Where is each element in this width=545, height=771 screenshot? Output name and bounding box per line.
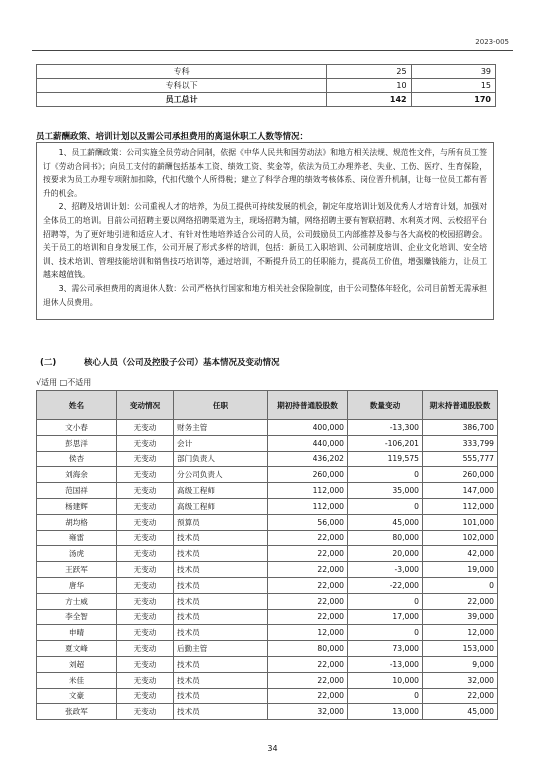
end-shares-cell: 101,000 [423, 514, 498, 530]
change-status-cell: 无变动 [117, 609, 174, 625]
start-shares-cell: 22,000 [268, 656, 348, 672]
name-cell: 米佳 [37, 672, 117, 688]
change-status-cell: 无变动 [117, 577, 174, 593]
end-shares-cell: 153,000 [423, 641, 498, 657]
name-cell: 刘海余 [37, 467, 117, 483]
position-cell: 技术员 [174, 672, 268, 688]
retiree-paragraph: 3、需公司承担费用的离退休人数：公司严格执行国家和地方相关社会保险制度，由于公司整体年轻化，公司目前暂无需承担退休人员费用。 [43, 283, 487, 307]
name-cell: 文豪 [37, 688, 117, 704]
name-cell: 范国祥 [37, 483, 117, 499]
change-status-cell: 无变动 [117, 672, 174, 688]
table-row [37, 704, 498, 720]
change-qty-cell: 0 [348, 593, 423, 609]
end-shares-cell: 0 [423, 577, 498, 593]
table-row [37, 483, 498, 499]
start-shares-cell: 112,000 [268, 498, 348, 514]
name-cell: 刘超 [37, 656, 117, 672]
name-cell: 张政军 [37, 704, 117, 720]
policy-text-box [36, 142, 494, 320]
end-shares-cell: 12,000 [423, 625, 498, 641]
name-cell: 李全智 [37, 609, 117, 625]
end-shares-cell: 32,000 [423, 672, 498, 688]
change-qty-cell: -13,300 [348, 420, 423, 436]
end-shares-cell: 147,000 [423, 483, 498, 499]
section-title: 核心人员（公司及控股子公司）基本情况及变动情况 [84, 358, 280, 368]
position-cell: 预算员 [174, 514, 268, 530]
table-row [37, 451, 498, 467]
page-number: 34 [267, 744, 278, 753]
name-cell: 文小春 [37, 420, 117, 436]
start-shares-cell: 112,000 [268, 483, 348, 499]
policy-heading: 员工薪酬政策、培训计划以及需公司承担费用的离退休职工人数等情况： [36, 132, 309, 142]
table-row [37, 609, 498, 625]
end-shares-cell: 39,000 [423, 609, 498, 625]
change-status-cell: 无变动 [117, 704, 174, 720]
start-count-cell: 142 [327, 93, 411, 107]
col-header-name: 姓名 [37, 391, 117, 420]
name-cell: 雍雷 [37, 530, 117, 546]
table-row [37, 577, 498, 593]
position-cell: 高级工程师 [174, 483, 268, 499]
position-cell: 技术员 [174, 625, 268, 641]
change-status-cell: 无变动 [117, 514, 174, 530]
end-shares-cell: 260,000 [423, 467, 498, 483]
position-cell: 会计 [174, 435, 268, 451]
header-divider [32, 50, 513, 51]
end-shares-cell: 555,777 [423, 451, 498, 467]
start-shares-cell: 22,000 [268, 546, 348, 562]
position-cell: 后勤主管 [174, 641, 268, 657]
change-qty-cell: 0 [348, 498, 423, 514]
name-cell: 胡均格 [37, 514, 117, 530]
end-shares-cell: 333,799 [423, 435, 498, 451]
change-qty-cell: 17,000 [348, 609, 423, 625]
position-cell: 技术员 [174, 562, 268, 578]
change-status-cell: 无变动 [117, 625, 174, 641]
core-staff-table [36, 390, 498, 720]
name-cell: 夏文峰 [37, 641, 117, 657]
end-shares-cell: 112,000 [423, 498, 498, 514]
start-shares-cell: 22,000 [268, 577, 348, 593]
table-row [37, 562, 498, 578]
end-count-cell: 39 [411, 65, 495, 79]
change-qty-cell: 73,000 [348, 641, 423, 657]
table-header-row [37, 391, 498, 420]
position-cell: 技术员 [174, 656, 268, 672]
position-cell: 分公司负责人 [174, 467, 268, 483]
salary-policy-paragraph: 1、员工薪酬政策：公司实施全员劳动合同制，依据《中华人民共和国劳动法》和地方相关法规、规范性文件，与所有员工签订《劳动合同书》；向员工支付的薪酬包括基本工资、绩效工资、奖金等，依法为员工办理养老、失业、工伤、医疗、生育保险，按要求为员工办理专项附加扣除，代扣代缴个人所得税；建立了科学合理的绩效考核体系、岗位晋升机制，让每一位员工都有晋升的机会。 [43, 148, 487, 198]
change-status-cell: 无变动 [117, 562, 174, 578]
change-status-cell: 无变动 [117, 593, 174, 609]
end-count-cell: 170 [411, 93, 495, 107]
table-row [37, 65, 496, 79]
position-cell: 高级工程师 [174, 498, 268, 514]
change-status-cell: 无变动 [117, 688, 174, 704]
end-shares-cell: 102,000 [423, 530, 498, 546]
change-qty-cell: 13,000 [348, 704, 423, 720]
change-qty-cell: -13,000 [348, 656, 423, 672]
name-cell: 杨建辉 [37, 498, 117, 514]
start-count-cell: 10 [327, 79, 411, 93]
change-qty-cell: -22,000 [348, 577, 423, 593]
col-header-end-shares: 期末持普通股股数 [423, 391, 498, 420]
col-header-start-shares: 期初持普通股股数 [268, 391, 348, 420]
document-code: 2023-005 [475, 38, 509, 46]
training-plan-paragraph: 2、招聘及培训计划：公司重视人才的培养，为员工提供可持续发展的机会，制定年度培训计划及优秀人才培育计划，加强对全体员工的培训。目前公司招聘主要以网络招聘渠道为主，现场招聘为辅，网络招聘主要有智联招聘、水利英才网、云校招平台招聘等，为了更好地引进和适应人才、有针对性地培养适合公司的人员，公司鼓励员工内部推荐及参与各大高校的校园招聘会。关于员工的培训和自身发展工作，公司开展了形式多样的培训，包括：新员工入职培训、公司制度培训、企业文化培训、安全培训、技术培训、管理技能培训和销售技巧培训等，通过培训，不断提升员工的任职能力，提高员工价值，增强赚钱能力，让员工越来越值钱。 [43, 202, 487, 280]
change-qty-cell: -106,201 [348, 435, 423, 451]
change-status-cell: 无变动 [117, 451, 174, 467]
name-cell: 彭思洋 [37, 435, 117, 451]
table-row [37, 672, 498, 688]
change-qty-cell: 80,000 [348, 530, 423, 546]
end-shares-cell: 45,000 [423, 704, 498, 720]
table-row [37, 625, 498, 641]
start-shares-cell: 12,000 [268, 625, 348, 641]
change-qty-cell: 119,575 [348, 451, 423, 467]
section-number: (二) [40, 358, 57, 368]
table-row [37, 688, 498, 704]
col-header-change-qty: 数量变动 [348, 391, 423, 420]
table-row [37, 435, 498, 451]
change-status-cell: 无变动 [117, 435, 174, 451]
start-shares-cell: 22,000 [268, 593, 348, 609]
name-cell: 唐华 [37, 577, 117, 593]
table-row [37, 498, 498, 514]
start-shares-cell: 32,000 [268, 704, 348, 720]
end-shares-cell: 386,700 [423, 420, 498, 436]
change-qty-cell: 45,000 [348, 514, 423, 530]
position-cell: 技术员 [174, 577, 268, 593]
position-cell: 技术员 [174, 688, 268, 704]
start-shares-cell: 436,202 [268, 451, 348, 467]
change-qty-cell: 0 [348, 467, 423, 483]
table-row [37, 420, 498, 436]
change-status-cell: 无变动 [117, 420, 174, 436]
table-row [37, 514, 498, 530]
table-row [37, 93, 496, 107]
position-cell: 财务主管 [174, 420, 268, 436]
end-shares-cell: 22,000 [423, 593, 498, 609]
change-status-cell: 无变动 [117, 641, 174, 657]
start-shares-cell: 56,000 [268, 514, 348, 530]
table-row [37, 641, 498, 657]
name-cell: 申晴 [37, 625, 117, 641]
start-shares-cell: 22,000 [268, 609, 348, 625]
start-shares-cell: 80,000 [268, 641, 348, 657]
change-status-cell: 无变动 [117, 656, 174, 672]
table-row [37, 593, 498, 609]
end-shares-cell: 22,000 [423, 688, 498, 704]
col-header-change-status: 变动情况 [117, 391, 174, 420]
education-level-cell: 员工总计 [37, 93, 327, 107]
change-status-cell: 无变动 [117, 530, 174, 546]
end-shares-cell: 9,000 [423, 656, 498, 672]
start-count-cell: 25 [327, 65, 411, 79]
table-row [37, 546, 498, 562]
start-shares-cell: 260,000 [268, 467, 348, 483]
position-cell: 技术员 [174, 704, 268, 720]
start-shares-cell: 400,000 [268, 420, 348, 436]
start-shares-cell: 22,000 [268, 688, 348, 704]
position-cell: 技术员 [174, 609, 268, 625]
name-cell: 侯杏 [37, 451, 117, 467]
core-staff-heading [40, 356, 280, 368]
change-qty-cell: 20,000 [348, 546, 423, 562]
position-cell: 技术员 [174, 593, 268, 609]
change-status-cell: 无变动 [117, 498, 174, 514]
change-status-cell: 无变动 [117, 467, 174, 483]
name-cell: 汤虎 [37, 546, 117, 562]
applicable-checkbox-label: √适用 □不适用 [36, 378, 92, 387]
end-count-cell: 15 [411, 79, 495, 93]
name-cell: 王跃军 [37, 562, 117, 578]
name-cell: 方士威 [37, 593, 117, 609]
position-cell: 技术员 [174, 546, 268, 562]
change-qty-cell: 0 [348, 625, 423, 641]
end-shares-cell: 19,000 [423, 562, 498, 578]
table-row [37, 79, 496, 93]
education-level-cell: 专科以下 [37, 79, 327, 93]
start-shares-cell: 22,000 [268, 562, 348, 578]
position-cell: 技术员 [174, 530, 268, 546]
education-table [36, 64, 496, 107]
start-shares-cell: 440,000 [268, 435, 348, 451]
table-row [37, 530, 498, 546]
education-level-cell: 专科 [37, 65, 327, 79]
change-status-cell: 无变动 [117, 483, 174, 499]
change-qty-cell: 10,000 [348, 672, 423, 688]
table-row [37, 467, 498, 483]
change-qty-cell: -3,000 [348, 562, 423, 578]
col-header-position: 任职 [174, 391, 268, 420]
table-row [37, 656, 498, 672]
change-qty-cell: 35,000 [348, 483, 423, 499]
start-shares-cell: 22,000 [268, 530, 348, 546]
end-shares-cell: 42,000 [423, 546, 498, 562]
change-qty-cell: 0 [348, 688, 423, 704]
start-shares-cell: 22,000 [268, 672, 348, 688]
change-status-cell: 无变动 [117, 546, 174, 562]
position-cell: 部门负责人 [174, 451, 268, 467]
